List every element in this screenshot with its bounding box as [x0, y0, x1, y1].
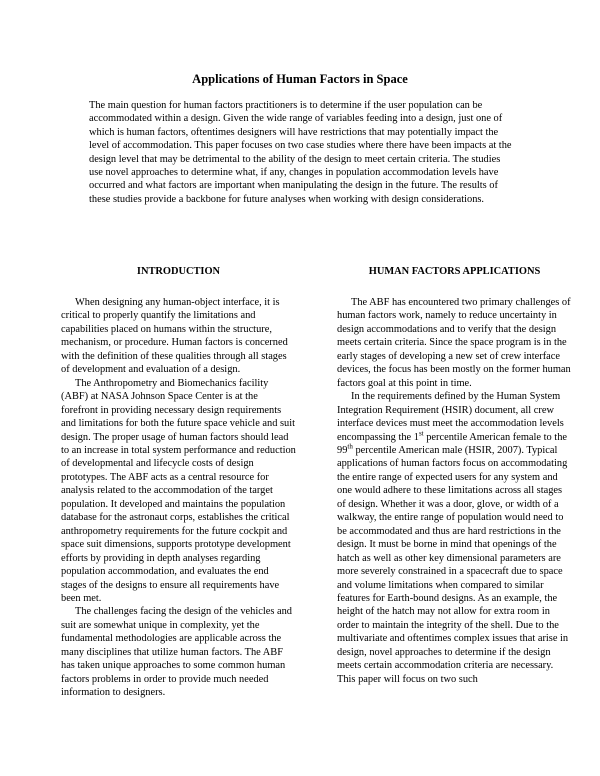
paper-title: Applications of Human Factors in Space	[192, 72, 408, 86]
abstract: The main question for human factors practitioners is to determine if the user population can be accommodated within a design. Given the wide range of variables feeding into a design, just one of which is human factors, oftentimes designers will have restrictions that may potentially impact the level of accommodation. This paper focuses on two case studies where there have been impacts at the design level that may be detrimental to the ability of the design to meet certain criteria. The studies use novel approaches to determine what, if any, changes in population accommodation levels have occurred and what factors are important when manipulating the design in the future. The results of these studies provide a backbone for future analyses when working with design considerations.	[89, 100, 512, 205]
applications-paragraph-2-part-a: In the requirements defined by the Human System Integration Requirement (HSIR) document, all crew interface devices must meet the accommodation levels encompassing the 1	[337, 391, 564, 443]
applications-paragraph-2-part-c: percentile American male (HSIR, 2007). Typical applications of human factors focus on accommodating the entire range of expected users for any system and one would adhere to these limitations across all stages of design. Whether it was a door, glove, or width of a walkway, the entire range of population would need to be accommodated and thus are hard restrictions in the design. It must be borne in mind that openings of the hatch as well as other key dimensional parameters are more severely constrained in a spacecraft due to space and volume limitations when compared to similar features for Earth-bound designs. As an example, the height of the hatch may not allow for extra room in order to maintain the integrity of the shell. Due to the multivariate and oftentimes complex issues that arise in design, novel approaches to determine if the design meets certain accommodation criteria are necessary. This paper will focus on two such	[337, 444, 569, 685]
ordinal-th: th	[347, 442, 353, 451]
right-column	[337, 265, 572, 686]
applications-paragraph-2	[337, 390, 572, 686]
applications-heading: HUMAN FACTORS APPLICATIONS	[368, 266, 541, 277]
intro-paragraph-1: When designing any human-object interface, it is critical to properly quantify the limitations and capabilities placed on humans within the structure, mechanism, or procedure. Human factors is concerned with the definition of these qualities through all stages of development and evaluation of a design.	[61, 297, 288, 376]
applications-paragraph-1: The ABF has encountered two primary challenges of human factors work, namely to reduce uncertainty in design accommodations and to verify that the design meets certain criteria. Since the space program is in the early stages of developing a new set of crew interface devices, the focus has been mostly on the former human factors goal at this point in time.	[337, 297, 571, 389]
intro-paragraph-2: The Anthropometry and Biomechanics facility (ABF) at NASA Johnson Space Center is at the forefront in providing necessary design requirements and limitations for both the future space vehicle and suit design. The proper usage of human factors should lead to an increase in total system performance and reduction of developmental and lifecycle costs of design prototypes. The ABF acts as a central resource for analysis related to the accommodation of the target population. It developed and maintains the population database for the astronaut corps, establishes the critical anthropometry requirements for the future cockpit and space suit dimensions, supports prototype development efforts by providing in depth analyses regarding population accommodation, and evaluates the end stages of the designs to ensure all requirements have been met.	[61, 377, 296, 604]
intro-paragraph-3: The challenges facing the design of the vehicles and suit are somewhat unique in complexity, yet the fundamental methodologies are applicable across the many disciplines that utilize human factors. The ABF has taken unique approaches to some common human factors problems in order to provide much needed information to designers.	[61, 606, 292, 699]
applications-paragraph-2-part-b: percentile American female to the 99	[337, 431, 568, 456]
ordinal-st: st	[418, 429, 424, 438]
introduction-heading: INTRODUCTION	[136, 266, 221, 277]
left-column	[61, 265, 296, 700]
